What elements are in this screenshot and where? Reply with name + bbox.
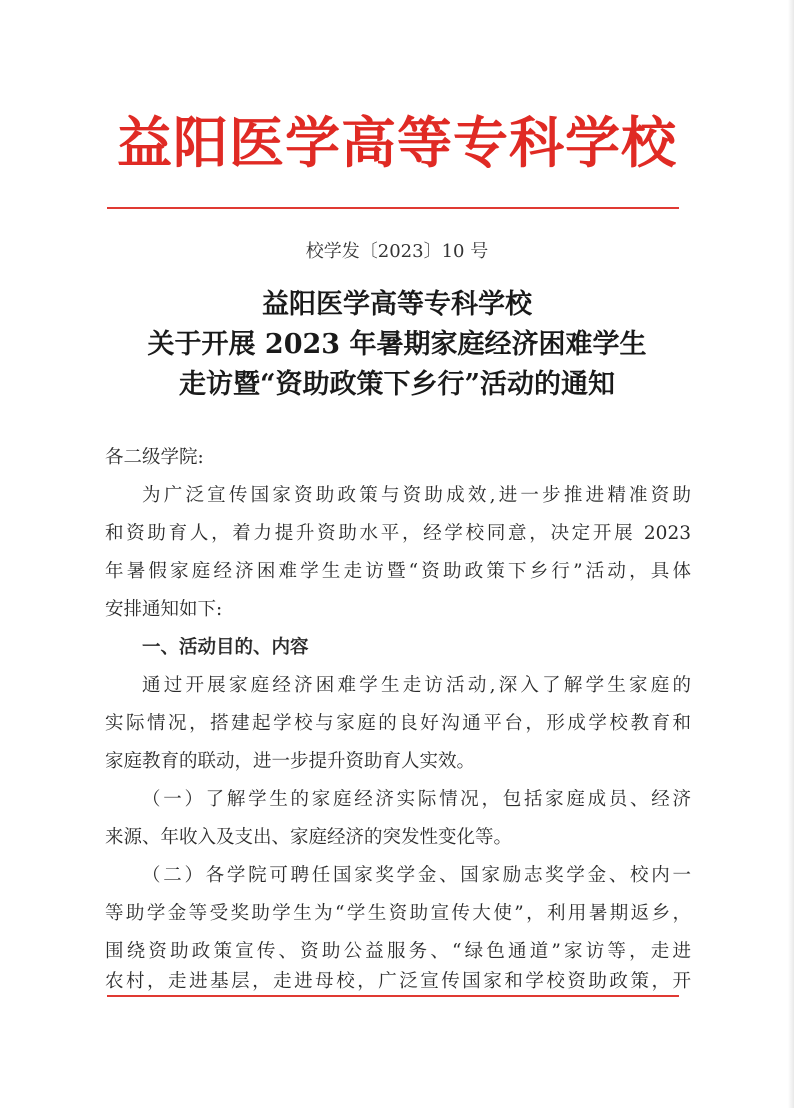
title-line-1: 益阳医学高等专科学校 [262,289,532,320]
paragraph-1-line-3: 年暑假家庭经济困难学生走访暨“资助政策下乡行”活动，具体 [105,561,691,582]
red-rule-bottom [107,995,679,997]
document-number: 校学发〔2023〕10 号 [305,241,489,262]
title-line-2: 关于开展 2023 年暑期家庭经济困难学生 [147,329,647,360]
item-1-line-1: （一）了解学生的家庭经济实际情况，包括家庭成员、经济 [142,789,691,810]
paragraph-1-line-1: 为广泛宣传国家资助政策与资助成效,进一步推进精准资助 [142,485,691,506]
paragraph-2-line-1: 通过开展家庭经济困难学生走访活动,深入了解学生家庭的 [142,675,691,696]
document-body [105,0,691,1108]
paragraph-1-line-4: 安排通知如下: [105,599,223,620]
item-2-line-1: （二）各学院可聘任国家奖学金、国家励志奖学金、校内一 [142,865,691,886]
item-2-line-3: 围绕资助政策宣传、资助公益服务、“绿色通道”家访等，走进 [105,941,691,962]
section-1-heading: 一、活动目的、内容 [142,637,309,658]
school-masthead: 益阳医学高等专科学校 [116,110,677,175]
title-line-3: 走访暨“资助政策下乡行”活动的通知 [178,369,616,400]
item-1-line-2: 来源、年收入及支出、家庭经济的突发性变化等。 [105,827,513,848]
salutation: 各二级学院: [105,447,204,468]
item-2-line-4: 农村，走进基层，走进母校，广泛宣传国家和学校资助政策，开 [105,971,691,992]
paragraph-2-line-2: 实际情况，搭建起学校与家庭的良好沟通平台，形成学校教育和 [105,713,691,734]
item-2-line-2: 等助学金等受奖助学生为“学生资助宣传大使”，利用暑期返乡， [105,903,691,924]
paragraph-1-line-2: 和资助育人，着力提升资助水平，经学校同意，决定开展 2023 [105,523,691,544]
paragraph-2-line-3: 家庭教育的联动，进一步提升资助育人实效。 [105,751,476,772]
